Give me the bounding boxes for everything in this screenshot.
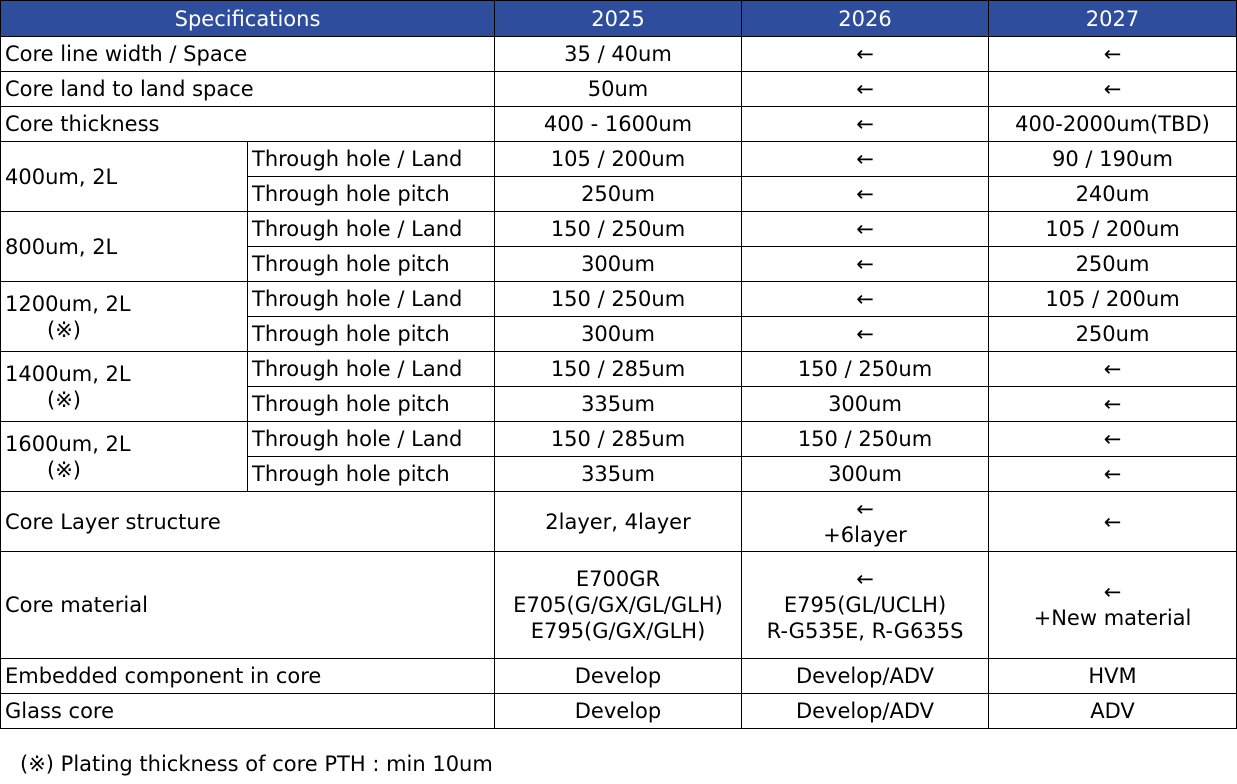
cell-2025: Develop — [495, 694, 742, 729]
cell-2025: 150 / 250um — [495, 212, 742, 247]
cell-2025: 250um — [495, 177, 742, 212]
cell-2025: 2layer, 4layer — [495, 492, 742, 552]
cell-2027: ← — [989, 72, 1237, 107]
cell-2027: 90 / 190um — [989, 142, 1237, 177]
cell-2026: ← — [742, 212, 989, 247]
sub-label: Through hole pitch — [248, 317, 495, 352]
sub-label: Through hole pitch — [248, 247, 495, 282]
cell-2027: ← — [989, 457, 1237, 492]
cell-2027: 105 / 200um — [989, 282, 1237, 317]
cell-2027 — [989, 552, 1237, 659]
sub-label: Through hole / Land — [248, 422, 495, 457]
cell-2026: ← — [742, 282, 989, 317]
cell-line: ← — [856, 496, 874, 521]
row-label: Core Layer structure — [1, 492, 495, 552]
cell-line: E700GR — [575, 567, 661, 591]
reference-mark: (※) — [47, 317, 81, 342]
table-row — [1, 37, 1237, 72]
table-row — [1, 212, 1237, 247]
table-row — [1, 552, 1237, 659]
group-label-text: 800um, 2L — [5, 234, 118, 259]
table-row — [1, 107, 1237, 142]
cell-2027: ADV — [989, 694, 1237, 729]
cell-2027: 240um — [989, 177, 1237, 212]
header-row — [1, 1, 1237, 37]
cell-2025: 150 / 285um — [495, 422, 742, 457]
sub-label: Through hole pitch — [248, 457, 495, 492]
group-label — [1, 212, 248, 282]
group-label-text: 400um, 2L — [5, 164, 118, 189]
table-row — [1, 282, 1237, 317]
table-row — [1, 72, 1237, 107]
group-label-text: 1600um, 2L — [5, 431, 131, 456]
row-label: Core thickness — [1, 107, 495, 142]
cell-2026: ← — [742, 142, 989, 177]
sub-label: Through hole pitch — [248, 387, 495, 422]
cell-2025: Develop — [495, 659, 742, 694]
cell-2027: ← — [989, 492, 1237, 552]
sub-label: Through hole / Land — [248, 142, 495, 177]
cell-2025: 50um — [495, 72, 742, 107]
cell-2026: ← — [742, 247, 989, 282]
cell-2027: HVM — [989, 659, 1237, 694]
cell-2025: 400 - 1600um — [495, 107, 742, 142]
header-2026: 2026 — [742, 1, 989, 37]
sub-label: Through hole / Land — [248, 352, 495, 387]
cell-2027: 400-2000um(TBD) — [989, 107, 1237, 142]
group-label — [1, 352, 248, 422]
sub-label: Through hole / Land — [248, 282, 495, 317]
sub-label: Through hole / Land — [248, 212, 495, 247]
table-row — [1, 352, 1237, 387]
cell-line: ← — [856, 567, 874, 591]
cell-2026: 150 / 250um — [742, 352, 989, 387]
cell-2027: 105 / 200um — [989, 212, 1237, 247]
cell-2026: ← — [742, 72, 989, 107]
table-row — [1, 422, 1237, 457]
row-label: Core land to land space — [1, 72, 495, 107]
header-specifications: Specifications — [1, 1, 495, 37]
cell-line: E795(G/GX/GLH) — [530, 619, 706, 643]
cell-2026 — [742, 492, 989, 552]
row-label: Glass core — [1, 694, 495, 729]
cell-line: E705(G/GX/GL/GLH) — [513, 593, 723, 617]
cell-2025: 335um — [495, 457, 742, 492]
cell-2027: ← — [989, 387, 1237, 422]
group-label — [1, 282, 248, 352]
sub-label: Through hole pitch — [248, 177, 495, 212]
table-row — [1, 142, 1237, 177]
cell-2025: 35 / 40um — [495, 37, 742, 72]
row-label: Core material — [1, 552, 495, 659]
cell-2025: 150 / 285um — [495, 352, 742, 387]
cell-2027: ← — [989, 422, 1237, 457]
header-2025: 2025 — [495, 1, 742, 37]
cell-2026: Develop/ADV — [742, 694, 989, 729]
cell-2025: 300um — [495, 317, 742, 352]
cell-2026: ← — [742, 107, 989, 142]
row-label: Core line width / Space — [1, 37, 495, 72]
cell-2026: ← — [742, 317, 989, 352]
cell-2026: 300um — [742, 457, 989, 492]
cell-2026: Develop/ADV — [742, 659, 989, 694]
group-label-text: 1200um, 2L — [5, 291, 131, 316]
group-label — [1, 422, 248, 492]
group-label-text: 1400um, 2L — [5, 361, 131, 386]
cell-2026: ← — [742, 37, 989, 72]
row-label: Embedded component in core — [1, 659, 495, 694]
table-row — [1, 694, 1237, 729]
cell-line: +New material — [1033, 606, 1192, 630]
footnote: (※) Plating thickness of core PTH : min 10um — [20, 752, 493, 776]
cell-2025: 105 / 200um — [495, 142, 742, 177]
cell-2027: 250um — [989, 247, 1237, 282]
group-label — [1, 142, 248, 212]
cell-2026: 150 / 250um — [742, 422, 989, 457]
cell-2025: 150 / 250um — [495, 282, 742, 317]
cell-2026: 300um — [742, 387, 989, 422]
cell-line: R-G535E, R-G635S — [766, 619, 964, 643]
cell-2026: ← — [742, 177, 989, 212]
cell-line: E795(GL/UCLH) — [783, 593, 947, 617]
reference-mark: (※) — [47, 457, 81, 482]
cell-2026 — [742, 552, 989, 659]
cell-2025: 335um — [495, 387, 742, 422]
cell-2025 — [495, 552, 742, 659]
cell-2027: ← — [989, 352, 1237, 387]
table-row — [1, 492, 1237, 552]
header-2027: 2027 — [989, 1, 1237, 37]
cell-2027: 250um — [989, 317, 1237, 352]
cell-line: ← — [1103, 580, 1122, 604]
table-row — [1, 659, 1237, 694]
cell-2025: 300um — [495, 247, 742, 282]
reference-mark: (※) — [47, 387, 81, 412]
cell-2027: ← — [989, 37, 1237, 72]
cell-line: +6layer — [823, 522, 907, 547]
